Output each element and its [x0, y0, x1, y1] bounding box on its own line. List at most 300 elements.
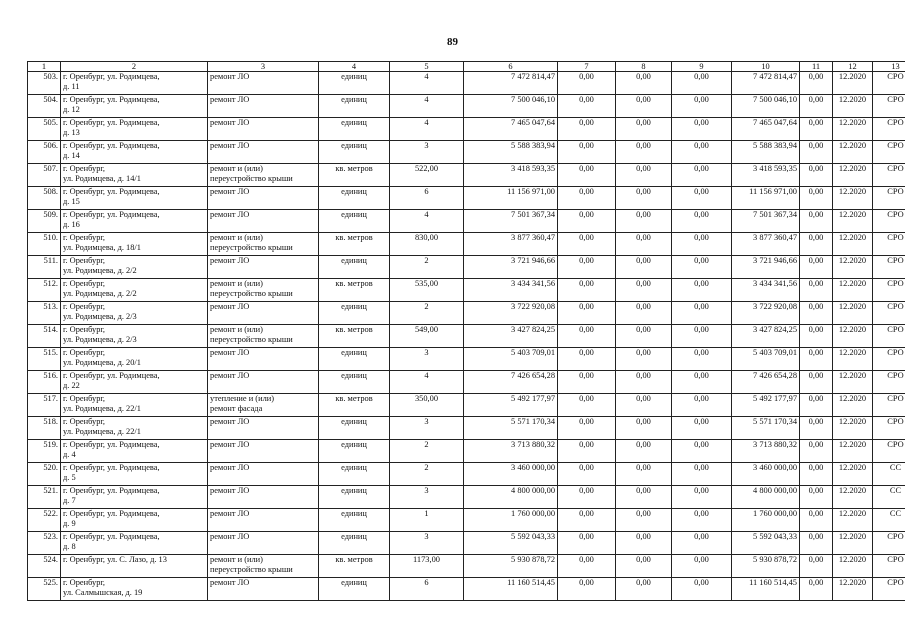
address-cell: г. Оренбург, ул. Родимцева, д. 16 — [61, 210, 208, 233]
table-row — [28, 164, 905, 187]
value-cell: 0,00 — [558, 187, 616, 210]
row-number: 517. — [28, 394, 61, 417]
row-number: 518. — [28, 417, 61, 440]
table-row — [28, 233, 905, 256]
value-cell: 0,00 — [672, 532, 732, 555]
value-cell: 0,00 — [558, 279, 616, 302]
row-number: 513. — [28, 302, 61, 325]
work-type-cell: ремонт и (или) переустройство крыши — [208, 233, 319, 256]
quantity-cell: 2 — [390, 256, 464, 279]
value-cell: 0,00 — [800, 348, 833, 371]
address-cell: г. Оренбург, ул. Родимцева, д. 2/2 — [61, 256, 208, 279]
work-type-cell: ремонт ЛО — [208, 302, 319, 325]
work-type-cell: ремонт и (или) переустройство крыши — [208, 164, 319, 187]
quantity-cell: 4 — [390, 95, 464, 118]
value-cell: 0,00 — [800, 72, 833, 95]
amount-cell: 5 592 043,33 — [464, 532, 558, 555]
value-cell: 0,00 — [616, 440, 672, 463]
value-cell: 0,00 — [800, 233, 833, 256]
amount-cell: 7 465 047,64 — [464, 118, 558, 141]
table-row — [28, 348, 905, 371]
unit-cell: единиц — [319, 486, 390, 509]
method-code-cell: СРО — [873, 394, 905, 417]
total-cell: 3 427 824,25 — [732, 325, 800, 348]
date-cell: 12.2020 — [833, 210, 873, 233]
table-row — [28, 394, 905, 417]
table-row — [28, 256, 905, 279]
address-cell: г. Оренбург, ул. Родимцева, д. 22 — [61, 371, 208, 394]
value-cell: 0,00 — [672, 141, 732, 164]
method-code-cell: СРО — [873, 578, 905, 601]
unit-cell: единиц — [319, 141, 390, 164]
value-cell: 0,00 — [558, 486, 616, 509]
method-code-cell: СРО — [873, 555, 905, 578]
table-row — [28, 279, 905, 302]
work-type-cell: ремонт ЛО — [208, 440, 319, 463]
unit-cell: единиц — [319, 371, 390, 394]
unit-cell: единиц — [319, 578, 390, 601]
value-cell: 0,00 — [800, 256, 833, 279]
date-cell: 12.2020 — [833, 463, 873, 486]
date-cell: 12.2020 — [833, 532, 873, 555]
address-cell: г. Оренбург, ул. Салмышская, д. 19 — [61, 578, 208, 601]
amount-cell: 7 501 367,34 — [464, 210, 558, 233]
date-cell: 12.2020 — [833, 118, 873, 141]
value-cell: 0,00 — [558, 348, 616, 371]
total-cell: 3 722 920,08 — [732, 302, 800, 325]
unit-cell: кв. метров — [319, 325, 390, 348]
value-cell: 0,00 — [672, 417, 732, 440]
value-cell: 0,00 — [558, 394, 616, 417]
value-cell: 0,00 — [672, 95, 732, 118]
table-row — [28, 302, 905, 325]
unit-cell: кв. метров — [319, 555, 390, 578]
quantity-cell: 522,00 — [390, 164, 464, 187]
work-type-cell: ремонт ЛО — [208, 72, 319, 95]
address-cell: г. Оренбург, ул. Родимцева, д. 18/1 — [61, 233, 208, 256]
value-cell: 0,00 — [800, 95, 833, 118]
row-number: 508. — [28, 187, 61, 210]
column-header: 8 — [616, 62, 672, 72]
value-cell: 0,00 — [672, 440, 732, 463]
date-cell: 12.2020 — [833, 555, 873, 578]
quantity-cell: 4 — [390, 371, 464, 394]
value-cell: 0,00 — [558, 440, 616, 463]
value-cell: 0,00 — [616, 141, 672, 164]
amount-cell: 7 472 814,47 — [464, 72, 558, 95]
value-cell: 0,00 — [558, 141, 616, 164]
value-cell: 0,00 — [800, 417, 833, 440]
unit-cell: единиц — [319, 417, 390, 440]
unit-cell: единиц — [319, 463, 390, 486]
date-cell: 12.2020 — [833, 578, 873, 601]
value-cell: 0,00 — [800, 578, 833, 601]
method-code-cell: СРО — [873, 302, 905, 325]
value-cell: 0,00 — [616, 463, 672, 486]
address-cell: г. Оренбург, ул. Родимцева, д. 14/1 — [61, 164, 208, 187]
value-cell: 0,00 — [672, 210, 732, 233]
method-code-cell: СРО — [873, 532, 905, 555]
table-row — [28, 141, 905, 164]
table-row — [28, 463, 905, 486]
quantity-cell: 3 — [390, 532, 464, 555]
amount-cell: 1 760 000,00 — [464, 509, 558, 532]
value-cell: 0,00 — [558, 118, 616, 141]
total-cell: 7 500 046,10 — [732, 95, 800, 118]
method-code-cell: СРО — [873, 141, 905, 164]
unit-cell: единиц — [319, 509, 390, 532]
value-cell: 0,00 — [558, 555, 616, 578]
address-cell: г. Оренбург, ул. Родимцева, д. 22/1 — [61, 394, 208, 417]
work-type-cell: ремонт ЛО — [208, 578, 319, 601]
value-cell: 0,00 — [672, 302, 732, 325]
date-cell: 12.2020 — [833, 302, 873, 325]
unit-cell: единиц — [319, 302, 390, 325]
method-code-cell: СРО — [873, 72, 905, 95]
table-row — [28, 578, 905, 601]
value-cell: 0,00 — [558, 256, 616, 279]
amount-cell: 5 930 878,72 — [464, 555, 558, 578]
row-number: 514. — [28, 325, 61, 348]
quantity-cell: 1173,00 — [390, 555, 464, 578]
work-type-cell: ремонт и (или) переустройство крыши — [208, 555, 319, 578]
value-cell: 0,00 — [672, 348, 732, 371]
table-row — [28, 486, 905, 509]
date-cell: 12.2020 — [833, 95, 873, 118]
value-cell: 0,00 — [616, 555, 672, 578]
table-row — [28, 187, 905, 210]
address-cell: г. Оренбург, ул. Родимцева, д. 14 — [61, 141, 208, 164]
date-cell: 12.2020 — [833, 394, 873, 417]
value-cell: 0,00 — [672, 187, 732, 210]
value-cell: 0,00 — [558, 210, 616, 233]
table-body — [28, 72, 905, 601]
address-cell: г. Оренбург, ул. Родимцева, д. 20/1 — [61, 348, 208, 371]
amount-cell: 3 713 880,32 — [464, 440, 558, 463]
row-number: 512. — [28, 279, 61, 302]
quantity-cell: 3 — [390, 417, 464, 440]
column-header: 13 — [873, 62, 905, 72]
value-cell: 0,00 — [616, 417, 672, 440]
unit-cell: единиц — [319, 256, 390, 279]
amount-cell: 11 156 971,00 — [464, 187, 558, 210]
address-cell: г. Оренбург, ул. Родимцева, д. 4 — [61, 440, 208, 463]
table-row — [28, 509, 905, 532]
method-code-cell: СС — [873, 486, 905, 509]
value-cell: 0,00 — [800, 325, 833, 348]
unit-cell: единиц — [319, 210, 390, 233]
quantity-cell: 549,00 — [390, 325, 464, 348]
value-cell: 0,00 — [558, 578, 616, 601]
address-cell: г. Оренбург, ул. Родимцева, д. 7 — [61, 486, 208, 509]
value-cell: 0,00 — [672, 233, 732, 256]
address-cell: г. Оренбург, ул. Родимцева, д. 9 — [61, 509, 208, 532]
column-header: 4 — [319, 62, 390, 72]
table-row — [28, 532, 905, 555]
amount-cell: 5 403 709,01 — [464, 348, 558, 371]
total-cell: 5 571 170,34 — [732, 417, 800, 440]
work-type-cell: ремонт ЛО — [208, 509, 319, 532]
value-cell: 0,00 — [558, 417, 616, 440]
total-cell: 3 713 880,32 — [732, 440, 800, 463]
method-code-cell: СРО — [873, 233, 905, 256]
date-cell: 12.2020 — [833, 164, 873, 187]
work-type-cell: утепление и (или) ремонт фасада — [208, 394, 319, 417]
unit-cell: единиц — [319, 532, 390, 555]
unit-cell: кв. метров — [319, 164, 390, 187]
total-cell: 11 160 514,45 — [732, 578, 800, 601]
row-number: 505. — [28, 118, 61, 141]
value-cell: 0,00 — [800, 302, 833, 325]
address-cell: г. Оренбург, ул. Родимцева, д. 22/1 — [61, 417, 208, 440]
date-cell: 12.2020 — [833, 141, 873, 164]
value-cell: 0,00 — [800, 486, 833, 509]
value-cell: 0,00 — [616, 302, 672, 325]
value-cell: 0,00 — [800, 509, 833, 532]
value-cell: 0,00 — [800, 532, 833, 555]
row-number: 524. — [28, 555, 61, 578]
value-cell: 0,00 — [672, 394, 732, 417]
quantity-cell: 4 — [390, 118, 464, 141]
amount-cell: 7 426 654,28 — [464, 371, 558, 394]
total-cell: 7 465 047,64 — [732, 118, 800, 141]
column-header: 10 — [732, 62, 800, 72]
table-row — [28, 325, 905, 348]
row-number: 515. — [28, 348, 61, 371]
date-cell: 12.2020 — [833, 256, 873, 279]
method-code-cell: СРО — [873, 256, 905, 279]
total-cell: 5 592 043,33 — [732, 532, 800, 555]
total-cell: 5 930 878,72 — [732, 555, 800, 578]
total-cell: 7 472 814,47 — [732, 72, 800, 95]
row-number: 504. — [28, 95, 61, 118]
value-cell: 0,00 — [800, 279, 833, 302]
date-cell: 12.2020 — [833, 417, 873, 440]
amount-cell: 3 722 920,08 — [464, 302, 558, 325]
value-cell: 0,00 — [558, 509, 616, 532]
column-header: 3 — [208, 62, 319, 72]
row-number: 510. — [28, 233, 61, 256]
method-code-cell: СС — [873, 509, 905, 532]
value-cell: 0,00 — [616, 233, 672, 256]
value-cell: 0,00 — [558, 532, 616, 555]
quantity-cell: 3 — [390, 141, 464, 164]
unit-cell: кв. метров — [319, 279, 390, 302]
value-cell: 0,00 — [616, 578, 672, 601]
amount-cell: 3 434 341,56 — [464, 279, 558, 302]
total-cell: 7 501 367,34 — [732, 210, 800, 233]
value-cell: 0,00 — [616, 532, 672, 555]
date-cell: 12.2020 — [833, 233, 873, 256]
row-number: 523. — [28, 532, 61, 555]
work-type-cell: ремонт ЛО — [208, 187, 319, 210]
unit-cell: единиц — [319, 118, 390, 141]
amount-cell: 5 588 383,94 — [464, 141, 558, 164]
value-cell: 0,00 — [616, 256, 672, 279]
row-number: 522. — [28, 509, 61, 532]
value-cell: 0,00 — [616, 371, 672, 394]
value-cell: 0,00 — [672, 463, 732, 486]
column-number-row — [28, 62, 905, 72]
value-cell: 0,00 — [558, 164, 616, 187]
amount-cell: 3 460 000,00 — [464, 463, 558, 486]
unit-cell: единиц — [319, 348, 390, 371]
work-type-cell: ремонт ЛО — [208, 486, 319, 509]
work-type-cell: ремонт ЛО — [208, 95, 319, 118]
value-cell: 0,00 — [800, 440, 833, 463]
work-type-cell: ремонт ЛО — [208, 463, 319, 486]
address-cell: г. Оренбург, ул. Родимцева, д. 2/2 — [61, 279, 208, 302]
date-cell: 12.2020 — [833, 371, 873, 394]
work-type-cell: ремонт ЛО — [208, 141, 319, 164]
amount-cell: 3 721 946,66 — [464, 256, 558, 279]
row-number: 506. — [28, 141, 61, 164]
value-cell: 0,00 — [672, 578, 732, 601]
amount-cell: 7 500 046,10 — [464, 95, 558, 118]
amount-cell: 5 571 170,34 — [464, 417, 558, 440]
value-cell: 0,00 — [672, 555, 732, 578]
column-header: 9 — [672, 62, 732, 72]
value-cell: 0,00 — [800, 371, 833, 394]
method-code-cell: СРО — [873, 95, 905, 118]
value-cell: 0,00 — [616, 118, 672, 141]
row-number: 503. — [28, 72, 61, 95]
quantity-cell: 535,00 — [390, 279, 464, 302]
date-cell: 12.2020 — [833, 486, 873, 509]
quantity-cell: 830,00 — [390, 233, 464, 256]
value-cell: 0,00 — [558, 95, 616, 118]
value-cell: 0,00 — [558, 233, 616, 256]
column-header: 1 — [28, 62, 61, 72]
quantity-cell: 2 — [390, 440, 464, 463]
address-cell: г. Оренбург, ул. Родимцева, д. 5 — [61, 463, 208, 486]
work-type-cell: ремонт ЛО — [208, 210, 319, 233]
table-row — [28, 440, 905, 463]
column-header: 6 — [464, 62, 558, 72]
date-cell: 12.2020 — [833, 187, 873, 210]
work-type-cell: ремонт и (или) переустройство крыши — [208, 325, 319, 348]
quantity-cell: 3 — [390, 486, 464, 509]
work-type-cell: ремонт ЛО — [208, 256, 319, 279]
address-cell: г. Оренбург, ул. Родимцева, д. 12 — [61, 95, 208, 118]
value-cell: 0,00 — [800, 394, 833, 417]
value-cell: 0,00 — [616, 279, 672, 302]
unit-cell: кв. метров — [319, 394, 390, 417]
unit-cell: единиц — [319, 72, 390, 95]
amount-cell: 3 877 360,47 — [464, 233, 558, 256]
total-cell: 5 403 709,01 — [732, 348, 800, 371]
value-cell: 0,00 — [800, 164, 833, 187]
date-cell: 12.2020 — [833, 325, 873, 348]
value-cell: 0,00 — [800, 141, 833, 164]
quantity-cell: 3 — [390, 348, 464, 371]
total-cell: 1 760 000,00 — [732, 509, 800, 532]
program-table — [27, 61, 905, 601]
quantity-cell: 2 — [390, 463, 464, 486]
date-cell: 12.2020 — [833, 348, 873, 371]
method-code-cell: СРО — [873, 440, 905, 463]
address-cell: г. Оренбург, ул. Родимцева, д. 2/3 — [61, 302, 208, 325]
work-type-cell: ремонт ЛО — [208, 371, 319, 394]
address-cell: г. Оренбург, ул. Родимцева, д. 2/3 — [61, 325, 208, 348]
value-cell: 0,00 — [800, 463, 833, 486]
value-cell: 0,00 — [616, 164, 672, 187]
work-type-cell: ремонт ЛО — [208, 348, 319, 371]
total-cell: 5 588 383,94 — [732, 141, 800, 164]
amount-cell: 5 492 177,97 — [464, 394, 558, 417]
table-row — [28, 371, 905, 394]
value-cell: 0,00 — [558, 463, 616, 486]
quantity-cell: 4 — [390, 210, 464, 233]
value-cell: 0,00 — [800, 555, 833, 578]
method-code-cell: СРО — [873, 210, 905, 233]
date-cell: 12.2020 — [833, 440, 873, 463]
value-cell: 0,00 — [800, 210, 833, 233]
value-cell: 0,00 — [672, 256, 732, 279]
method-code-cell: СРО — [873, 279, 905, 302]
work-type-cell: ремонт и (или) переустройство крыши — [208, 279, 319, 302]
total-cell: 11 156 971,00 — [732, 187, 800, 210]
value-cell: 0,00 — [558, 302, 616, 325]
unit-cell: единиц — [319, 187, 390, 210]
value-cell: 0,00 — [558, 72, 616, 95]
page-number: 89 — [447, 36, 458, 48]
value-cell: 0,00 — [616, 95, 672, 118]
value-cell: 0,00 — [672, 72, 732, 95]
method-code-cell: СРО — [873, 325, 905, 348]
row-number: 525. — [28, 578, 61, 601]
address-cell: г. Оренбург, ул. Родимцева, д. 15 — [61, 187, 208, 210]
total-cell: 3 460 000,00 — [732, 463, 800, 486]
unit-cell: единиц — [319, 440, 390, 463]
amount-cell: 4 800 000,00 — [464, 486, 558, 509]
method-code-cell: СРО — [873, 187, 905, 210]
work-type-cell: ремонт ЛО — [208, 532, 319, 555]
table-row — [28, 555, 905, 578]
column-header: 7 — [558, 62, 616, 72]
value-cell: 0,00 — [616, 325, 672, 348]
address-cell: г. Оренбург, ул. Родимцева, д. 11 — [61, 72, 208, 95]
amount-cell: 11 160 514,45 — [464, 578, 558, 601]
row-number: 519. — [28, 440, 61, 463]
value-cell: 0,00 — [558, 325, 616, 348]
total-cell: 3 434 341,56 — [732, 279, 800, 302]
total-cell: 5 492 177,97 — [732, 394, 800, 417]
method-code-cell: СРО — [873, 118, 905, 141]
quantity-cell: 6 — [390, 187, 464, 210]
table-row — [28, 72, 905, 95]
date-cell: 12.2020 — [833, 509, 873, 532]
column-header: 2 — [61, 62, 208, 72]
value-cell: 0,00 — [616, 72, 672, 95]
row-number: 520. — [28, 463, 61, 486]
table-row — [28, 417, 905, 440]
total-cell: 4 800 000,00 — [732, 486, 800, 509]
value-cell: 0,00 — [672, 325, 732, 348]
value-cell: 0,00 — [800, 118, 833, 141]
amount-cell: 3 427 824,25 — [464, 325, 558, 348]
amount-cell: 3 418 593,35 — [464, 164, 558, 187]
value-cell: 0,00 — [616, 394, 672, 417]
date-cell: 12.2020 — [833, 279, 873, 302]
work-type-cell: ремонт ЛО — [208, 417, 319, 440]
total-cell: 3 418 593,35 — [732, 164, 800, 187]
value-cell: 0,00 — [616, 210, 672, 233]
column-header: 5 — [390, 62, 464, 72]
value-cell: 0,00 — [616, 486, 672, 509]
column-header: 11 — [800, 62, 833, 72]
table-row — [28, 118, 905, 141]
